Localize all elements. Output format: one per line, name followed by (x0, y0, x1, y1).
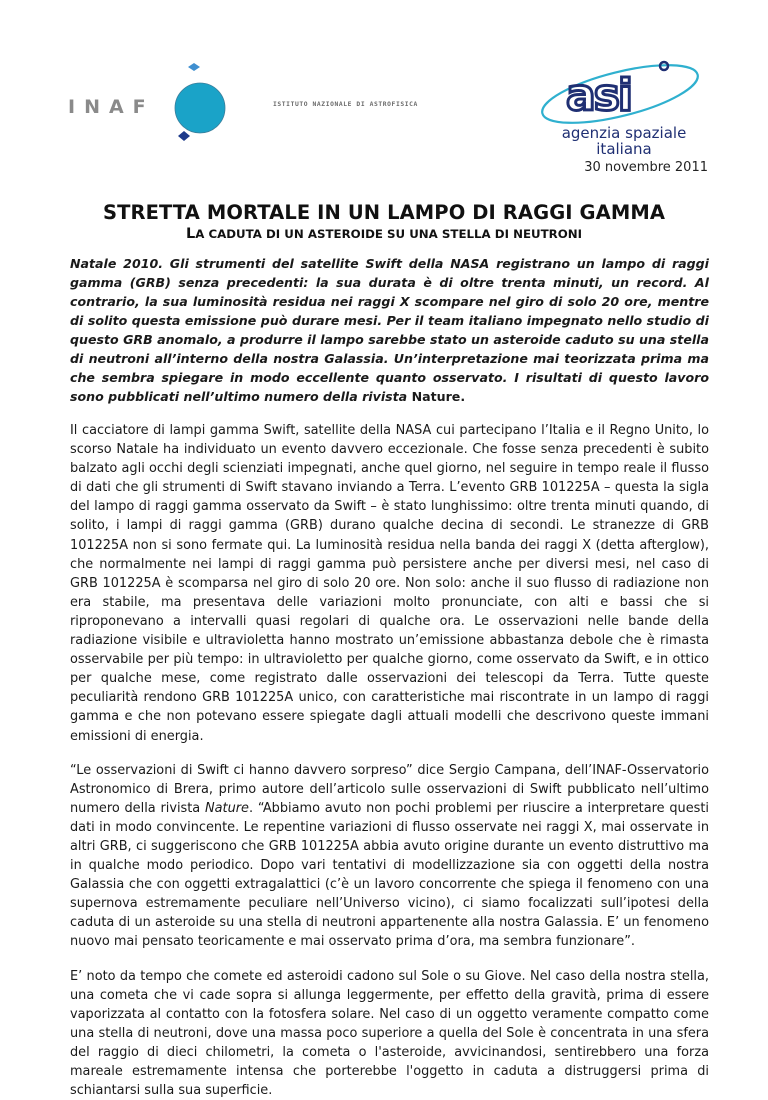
body-paragraph-1: Il cacciatore di lampi gamma Swift, satellite della NASA cui partecipano l’Italia e il Regno Unito, lo scorso Natale ha individuato un evento davvero eccezionale. Che fosse senza precedenti è subito balzato agli occhi degli scienziati impegnati, anche quel giorno, nel seguire in tempo reale il flusso di dati che gli strumenti di Swift stavano inviando a Terra. L’evento GRB 101225A – questa la sigla del lampo di raggi gamma osservato da Swift – è stato lunghissimo: oltre trenta minuti quando, di solito, i lampi di raggi gamma (GRB) durano qualche decina di secondi. Le stranezze di GRB 101225A non si sono fermate qui. La luminosità residua nella banda dei raggi X (detta afterglow), che normalmente nei lampi di raggi gamma può persistere anche per diversi mesi, nel caso di GRB 101225A è scomparsa nel giro di solo 20 ore. Non solo: anche il suo flusso di radiazione non era stabile, ma presentava delle variazioni molto pronunciate, con alti e bassi che si riproponevano a intervalli quasi regolari di qualche ora. Le osservazioni nelle bande della radiazione visibile e ultravioletta hanno mostrato un’emissione abbastanza debole che è rimasta osservabile per più tempo: in ultravioletto per qualche giorno, come osservato da Swift, e in ottico per qualche mese, come registrato dalle osservazioni dei telescopi da Terra. Tutte queste peculiarità rendono GRB 101225A unico, con caratteristiche mai riscontrate in un lampo di raggi gamma e che non potevano essere spiegate dagli attuali modelli che descrivono queste immani emissioni di energia. (70, 423, 709, 744)
inaf-institute-name: ISTITUTO NAZIONALE DI ASTROFISICA (273, 101, 418, 108)
lead-paragraph (70, 254, 709, 406)
quote-text-1: “Le osservazioni di Swift ci hanno davvero sorpreso” dice Sergio Campana, dell’INAF-Osservatorio Astronomico di Brera, primo autore dell’articolo sulle osservazioni di Swift pubblicato nell’ultimo numero della rivista (70, 762, 709, 816)
svg-text:asi: asi (566, 70, 631, 121)
document-header (0, 0, 768, 180)
document-date: 30 novembre 2011 (584, 160, 708, 175)
lead-journal-name: Nature. (411, 389, 466, 404)
inaf-logo-icon (165, 60, 235, 150)
journal-name: Nature (204, 800, 249, 816)
article-title: STRETTA MORTALE IN UN LAMPO DI RAGGI GAMMA (102, 201, 666, 224)
subtitle-rest: A CADUTA DI UN ASTEROIDE SU UNA STELLA DI NEUTRONI (195, 227, 583, 241)
asi-logo-icon (538, 52, 710, 170)
article-subtitle (0, 226, 768, 242)
body-paragraph-2 (70, 761, 709, 952)
lead-text: Natale 2010. Gli strumenti del satellite Swift della NASA registrano un lampo di raggi gamma (GRB) senza precedenti: la sua durata è di oltre trenta minuti, un record. Al contrario, la sua luminosità residua nei raggi X scompare nel giro di solo 20 ore, mentre di solito questa emissione può durare mesi. Per il team italiano impegnato nello studio di questo GRB anomalo, a produrre il lampo sarebbe stato un asteroide caduto su una stella di neutroni all’interno della nostra Galassia. Un’interpretazione mai teorizzata prima ma che sembra spiegare in modo eccellente quanto osservato. I risultati di questo lavoro sono pubblicati nell’ultimo numero della rivista (70, 256, 709, 404)
quote-text-2: . “Abbiamo avuto non pochi problemi per riuscire a interpretare questi dati in modo convincente. Le repentine variazioni di flusso osservate nei raggi X, mai osservate in altri GRB, ci suggeriscono che GRB 101225A abbia avuto origine durante un evento distruttivo ma in qualche modo periodico. Dopo vari tentativi di modellizzazione sia con oggetti della nostra Galassia che con oggetti extragalattici (c’è un lavoro concorrente che spiega il fenomeno con una supernova estremamente peculiare nell’Universo vicino), ci siamo focalizzati sull’ipotesi della caduta di un asteroide su una stella di neutroni appartenente alla nostra Galassia. E’ un fenomeno nuovo mai pensato teoricamente e mai osservato prima d’ora, ma sembra funzionare”. (70, 800, 709, 950)
inaf-logo-text: INAF (68, 96, 155, 118)
asi-logo-line1: agenzia spaziale (561, 124, 687, 142)
article-body (70, 254, 709, 1100)
subtitle-initial: L (185, 226, 196, 242)
body-paragraph-3: E’ noto da tempo che comete ed asteroidi cadono sul Sole o su Giove. Nel caso della nostra stella, una cometa che vi cade sopra si allunga leggermente, per effetto della gravità, prima di essere vaporizzata al contatto con la fotosfera solare. Nel caso di un oggetto veramente compatto come una stella di neutroni, dove una massa poco superiore a quella del Sole è concentrata in una sfera del raggio di dieci chilometri, la cometa o l'asteroide, avvicinandosi, sentirebbero una forza mareale estremamente intensa che porterebbe l'oggetto in caduta a distruggersi prima di schiantarsi sulla sua superficie. (70, 968, 709, 1099)
asi-logo-line2: italiana (596, 140, 652, 158)
